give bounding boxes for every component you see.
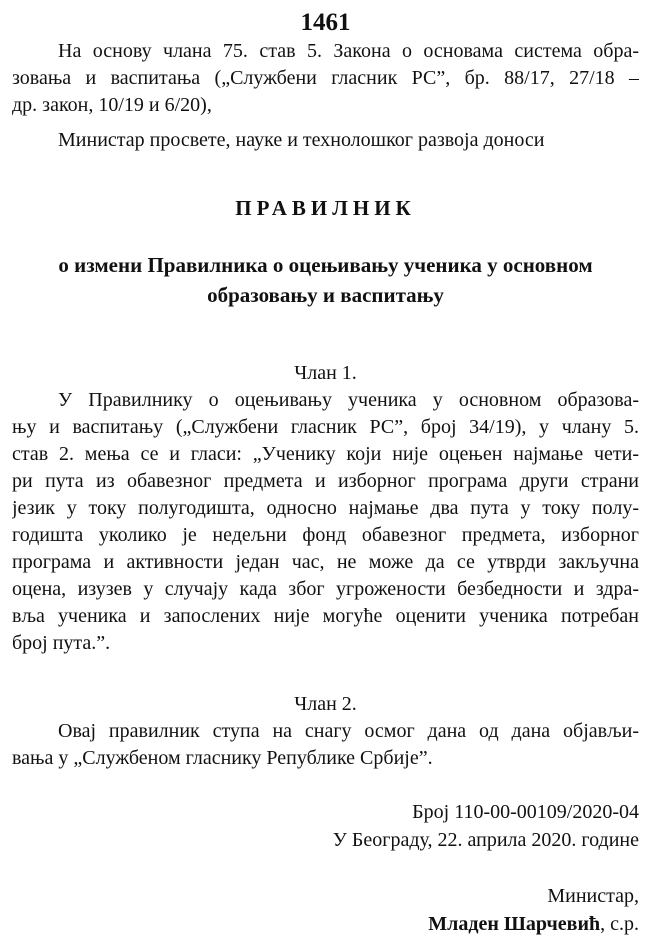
article-line: њу и васпитању („Службени гласник РС”, број 34/19), у члану 5. bbox=[12, 416, 639, 438]
article-line: ри пута из обавезног предмета и изборног програма други страни bbox=[12, 470, 639, 492]
document-number: 1461 bbox=[300, 9, 351, 36]
article-1-heading: Члан 1. bbox=[294, 362, 357, 384]
regulation-subtitle bbox=[12, 250, 639, 310]
article-1-body bbox=[12, 387, 639, 657]
article-line: оцена, изузев у случају када због угрожености безбедности и здра- bbox=[12, 578, 639, 600]
document-reference-number: Број 110-00-00109/2020-04 bbox=[412, 801, 639, 823]
place-and-date: У Београду, 22. априла 2020. године bbox=[332, 829, 639, 851]
signatory-name: Младен Шарчевић bbox=[428, 913, 601, 935]
preamble-line: На основу члана 75. став 5. Закона о основама система обра- bbox=[58, 40, 639, 62]
article-2-body bbox=[12, 718, 639, 772]
article-line: Овај правилник ступа на снагу осмог дана од дана објављи- bbox=[58, 720, 639, 742]
preamble-line: др. закон, 10/19 и 6/20), bbox=[12, 94, 212, 116]
subtitle-line: о измени Правилника о оцењивању ученика у основном bbox=[58, 253, 593, 277]
article-line: број пута.”. bbox=[12, 632, 111, 654]
article-line: језик у току полугодишта, односно најмање два пута у току полу- bbox=[12, 497, 639, 519]
article-line: вања у „Службеном гласнику Републике Србије”. bbox=[12, 747, 433, 769]
article-line: годишта уколико је недељни фонд обавезног предмета, изборног bbox=[12, 524, 639, 546]
article-line: У Правилнику о оцењивању ученика у основном образова- bbox=[58, 389, 639, 411]
regulation-title: ПРАВИЛНИК bbox=[235, 196, 416, 220]
minister-enacts-line: Министар просвете, науке и технолошког развоја доноси bbox=[58, 129, 545, 151]
article-line: став 2. мења се и гласи: „Ученику који није оцењен најмање чети- bbox=[12, 443, 639, 465]
article-line: програма и активности један час, не може да се утврди закључна bbox=[12, 551, 639, 573]
preamble-line: зовања и васпитања („Службени гласник РС”, бр. 88/17, 27/18 – bbox=[12, 67, 639, 89]
article-line: вља ученика и запослених није могуће оценити ученика потребан bbox=[12, 605, 639, 627]
preamble bbox=[12, 38, 639, 154]
signature-block bbox=[12, 910, 639, 938]
signatory-role: Министар, bbox=[547, 885, 639, 907]
subtitle-line: образовању и васпитању bbox=[207, 283, 444, 307]
signatory-suffix: , с.р. bbox=[600, 913, 639, 935]
article-2-heading: Члан 2. bbox=[294, 693, 357, 715]
